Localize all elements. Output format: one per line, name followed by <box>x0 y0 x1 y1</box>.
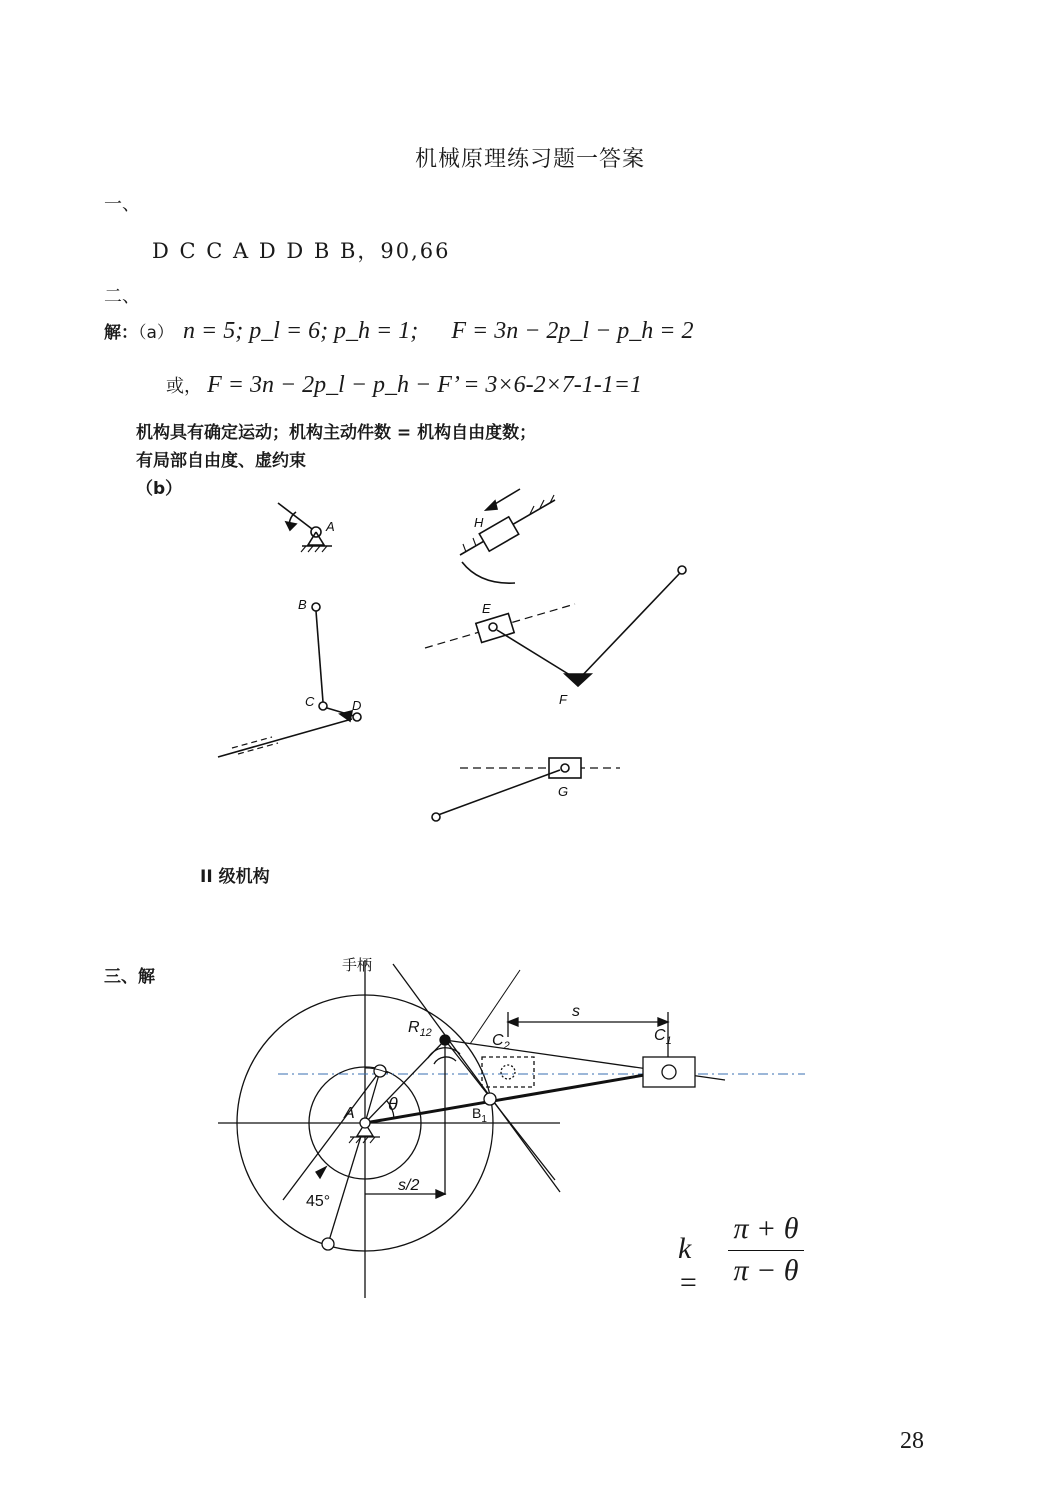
label-r12: $R_{12}$ <box>408 1019 432 1039</box>
ground-hatch-a <box>301 546 327 552</box>
label-c1: $C_1$ <box>654 1027 672 1047</box>
section1-answers: D C C A D D B B，90,66 <box>152 239 451 263</box>
joint-b <box>312 603 320 611</box>
section1-label: 一、 <box>104 194 140 215</box>
link-g <box>438 770 560 815</box>
s-arrow-left <box>508 1018 518 1026</box>
joint-c <box>319 702 327 710</box>
or-label: 或， <box>166 376 202 397</box>
formula-lhs: k = <box>678 1232 699 1299</box>
crank-slider-diagram <box>0 940 1060 1320</box>
link-ef <box>497 630 578 680</box>
label-e: E <box>482 601 491 616</box>
label-b: B <box>298 597 307 612</box>
arrow-head-a <box>286 522 296 530</box>
angle45-arrow <box>316 1167 326 1178</box>
joint-c1 <box>662 1065 676 1079</box>
label-45: 45° <box>306 1193 331 1210</box>
joint-f-end <box>678 566 686 574</box>
joint-c2 <box>501 1065 515 1079</box>
dashed-guide-d1 <box>232 737 272 748</box>
label-a3: A <box>344 1105 355 1122</box>
label-f: F <box>559 692 567 707</box>
label-d: D <box>352 698 362 713</box>
equation-1: n = 5; p_l = 6; p_h = 1; <box>183 318 419 344</box>
r12-line <box>445 1040 555 1180</box>
label-g: G <box>558 784 569 799</box>
link-bc <box>316 611 323 702</box>
solve-label: 解： <box>104 323 138 343</box>
section3-label: 三、解 <box>104 967 155 987</box>
label-s: s <box>572 1003 580 1020</box>
fixed-joint-f <box>565 674 591 686</box>
joint-g-end <box>432 813 440 821</box>
joint-b1 <box>484 1093 496 1105</box>
conclusion-line-2: 有局部自由度、虚约束 <box>136 451 306 471</box>
joint-d <box>353 713 361 721</box>
joint-a3 <box>360 1118 370 1128</box>
driver-link-a <box>278 503 316 532</box>
label-s-half: s/2 <box>398 1177 420 1194</box>
joint-crank-bottom <box>322 1238 334 1250</box>
slider-h <box>479 517 518 551</box>
formula-bar <box>728 1250 804 1251</box>
coupler-b1-c1 <box>365 1071 668 1123</box>
label-b1: $B_1$ <box>472 1105 487 1125</box>
link-d-long <box>218 719 352 757</box>
formula-numerator: π + θ <box>733 1212 799 1245</box>
page-title: 机械原理练习题一答案 <box>414 147 645 172</box>
label-h: H <box>474 515 484 530</box>
joint-r12 <box>440 1035 450 1045</box>
formula-denominator: π − θ <box>733 1254 799 1287</box>
label-c: C <box>305 694 315 709</box>
joint-g <box>561 764 569 772</box>
label-theta: θ <box>388 1094 398 1114</box>
link-f-arm <box>578 573 680 680</box>
part-b-label: （b） <box>136 479 183 499</box>
section2-label: 二、 <box>104 286 140 307</box>
joint-e <box>489 623 497 631</box>
part-a-label: （a） <box>138 323 174 343</box>
label-c2: $C_2$ <box>492 1032 510 1052</box>
mechanism-class-label: II 级机构 <box>200 867 270 887</box>
handle-line <box>393 964 560 1192</box>
arc-h <box>462 562 515 583</box>
conclusion-line-1: 机构具有确定运动；机构主动件数 = 机构自由度数； <box>136 423 537 443</box>
ground-hatch-a3 <box>349 1137 375 1143</box>
label-a: A <box>326 519 335 534</box>
s-arrow-right <box>658 1018 668 1026</box>
slider-c2 <box>482 1057 534 1087</box>
equation-2: F = 3n − 2p_l − p_h = 2 <box>451 318 694 344</box>
page-number: 28 <box>900 1428 924 1454</box>
s-half-arrow <box>436 1190 445 1198</box>
arrow-head-h <box>486 501 497 510</box>
crank-pos-2 <box>328 1123 365 1244</box>
handle-label: 手柄 <box>342 957 373 974</box>
equation-3: F = 3n − 2p_l − p_h − F’ = 3×6-2×7-1-1=1 <box>207 372 642 398</box>
